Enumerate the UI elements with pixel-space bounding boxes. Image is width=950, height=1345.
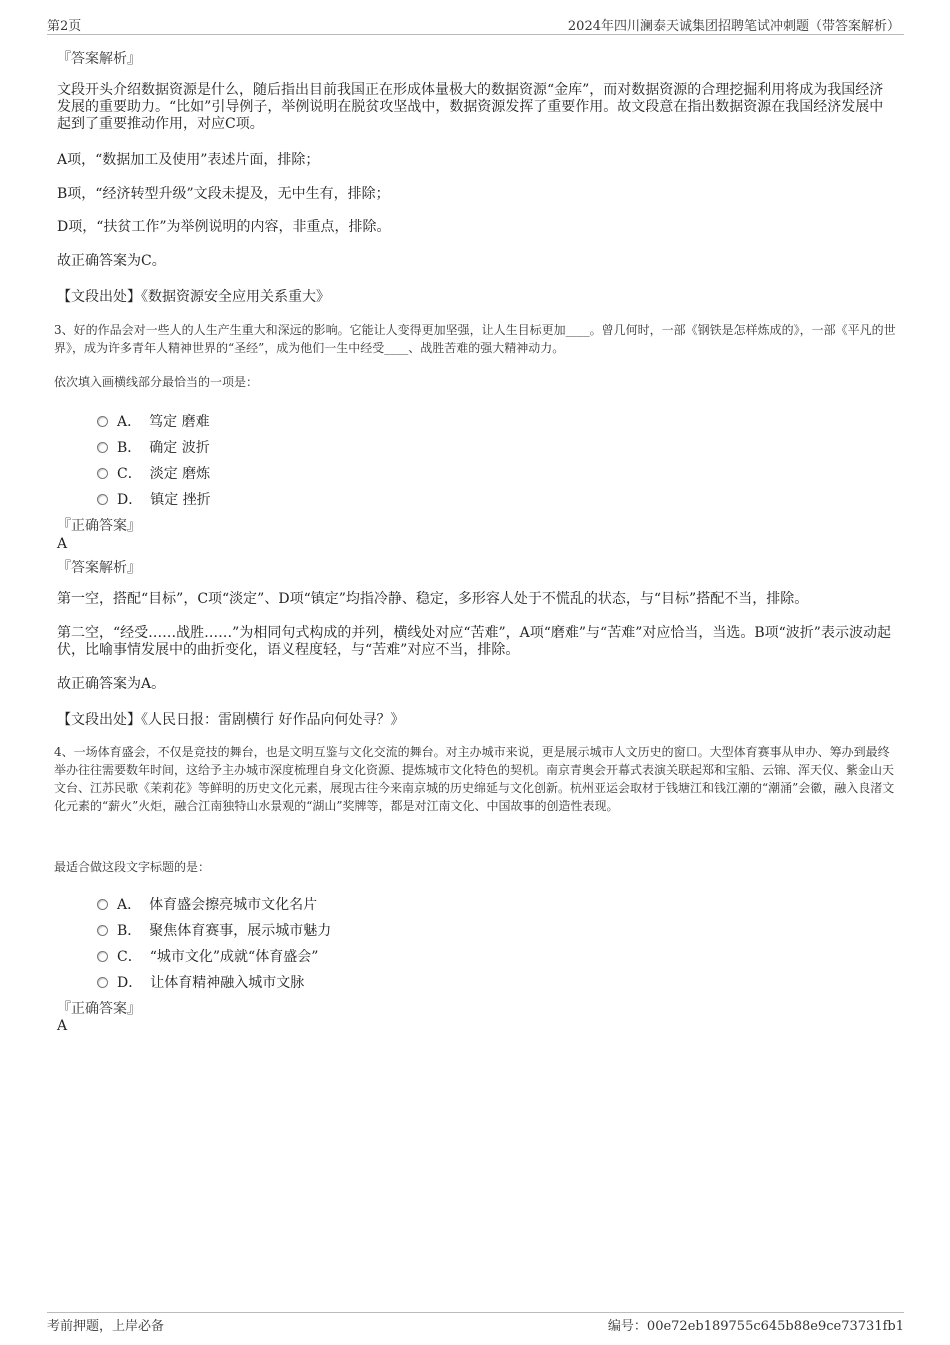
question-prompt: 最适合做这段文字标题的是： [54, 860, 211, 874]
option-letter: C． [117, 466, 142, 482]
option-d[interactable] [97, 972, 304, 992]
option-letter: D． [117, 492, 143, 508]
option-text: 镇定 挫折 [150, 492, 211, 508]
option-b[interactable] [97, 437, 210, 457]
answer-conclusion: 故正确答案为A。 [57, 676, 166, 692]
page-header [47, 14, 904, 35]
option-text: 体育盛会擦亮城市文化名片 [149, 897, 318, 913]
option-letter: C． [117, 949, 142, 965]
correct-answer: A [57, 1018, 68, 1034]
radio-icon[interactable] [97, 977, 108, 988]
answer-conclusion: 故正确答案为C。 [57, 253, 166, 269]
radio-icon[interactable] [97, 899, 108, 910]
option-letter: B． [117, 440, 142, 456]
radio-icon[interactable] [97, 468, 108, 479]
text-source: 【文段出处】《数据资源安全应用关系重大》 [57, 289, 330, 305]
option-text: 笃定 磨难 [149, 414, 210, 430]
option-letter: A． [117, 897, 142, 913]
option-a[interactable] [97, 894, 317, 914]
correct-answer-label: 『正确答案』 [57, 1001, 141, 1017]
analysis-paragraph: B项，“经济转型升级”文段未提及，无中生有，排除； [57, 186, 390, 202]
radio-icon[interactable] [97, 925, 108, 936]
analysis-paragraph: 文段开头介绍数据资源是什么，随后指出目前我国正在形成体量极大的数据资源“金库”，而对数据资源的合理挖掘利用将成为我国经济发展的重要助力。“比如”引导例子，举例说明在脱贫攻坚战中，数据资源发挥了重要作用。故文段意在指出数据资源在我国经济发展中起到了重要推动作用，对应C项。 [57, 82, 884, 132]
analysis-paragraph: 第二空，“经受……战胜……”为相同句式构成的并列，横线处对应“苦难”，A项“磨难”与“苦难”对应恰当，当选。B项“波折”表示波动起伏，比喻事情发展中的曲折变化，语义程度轻，与“苦难”对应不当，排除。 [57, 625, 891, 658]
analysis-label: 『答案解析』 [57, 560, 141, 576]
radio-icon[interactable] [97, 951, 108, 962]
analysis-label: 『答案解析』 [57, 51, 141, 67]
correct-answer: A [57, 536, 68, 552]
document-code: 编号：00e72eb189755c645b88e9ce73731fb1 [607, 1319, 904, 1334]
page-footer [47, 1312, 904, 1334]
option-d[interactable] [97, 489, 211, 509]
radio-icon[interactable] [97, 416, 108, 427]
option-text: 聚焦体育赛事，展示城市魅力 [149, 923, 332, 939]
document-title: 2024年四川澜泰天诚集团招聘笔试冲刺题（带答案解析） [567, 19, 900, 34]
question-stem: 4、一场体育盛会，不仅是竞技的舞台，也是文明互鉴与文化交流的舞台。对主办城市来说，更是展示城市人文历史的窗口。大型体育赛事从申办、筹办到最终举办往往需要数年时间，这给予主办城市深度梳理自身文化资源、提炼城市文化特色的契机。南京青奥会开幕式表演关联起郑和宝船、云锦、浑天仪、紫金山天文台、江苏民歌《茉莉花》等鲜明的历史文化元素，展现古往今来南京城的历史绵延与文化创新。杭州亚运会取材于钱塘江和钱江潮的“潮涌”会徽，融入良渚文化元素的“薪火”火炬，融合江南独特山水景观的“湖山”奖牌等，都是对江南文化、中国故事的创造性表现。 [54, 745, 895, 813]
analysis-paragraph: A项，“数据加工及使用”表述片面，排除； [57, 152, 320, 168]
analysis-paragraph: D项，“扶贫工作”为举例说明的内容，非重点，排除。 [57, 219, 391, 235]
option-text: “城市文化”成就“体育盛会” [149, 949, 319, 965]
option-text: 淡定 磨炼 [149, 466, 211, 482]
analysis-paragraph: 第一空，搭配“目标”，C项“淡定”、D项“镇定”均指冷静、稳定，多形容人处于不慌乱的状态，与“目标”搭配不当，排除。 [57, 591, 809, 607]
radio-icon[interactable] [97, 442, 108, 453]
footer-slogan: 考前押题，上岸必备 [47, 1319, 165, 1334]
option-text: 确定 波折 [149, 440, 210, 456]
option-c[interactable] [97, 463, 210, 483]
text-source: 【文段出处】《人民日报：雷剧横行 好作品向何处寻？》 [57, 712, 405, 728]
option-b[interactable] [97, 920, 331, 940]
question-stem: 3、好的作品会对一些人的人生产生重大和深远的影响。它能让人变得更加坚强，让人生目标更加____。曾几何时，一部《钢铁是怎样炼成的》，一部《平凡的世界》，成为许多青年人精神世界的“圣经”，成为他们一生中经受____、战胜苦难的强大精神动力。 [54, 323, 896, 355]
option-letter: D． [117, 975, 143, 991]
option-a[interactable] [97, 411, 210, 431]
radio-icon[interactable] [97, 494, 108, 505]
option-text: 让体育精神融入城市文脉 [150, 975, 305, 991]
page-number: 第2页 [47, 19, 82, 34]
question-prompt: 依次填入画横线部分最恰当的一项是： [54, 375, 259, 389]
option-c[interactable] [97, 946, 318, 966]
correct-answer-label: 『正确答案』 [57, 518, 141, 534]
option-letter: A． [117, 414, 142, 430]
option-letter: B． [117, 923, 142, 939]
